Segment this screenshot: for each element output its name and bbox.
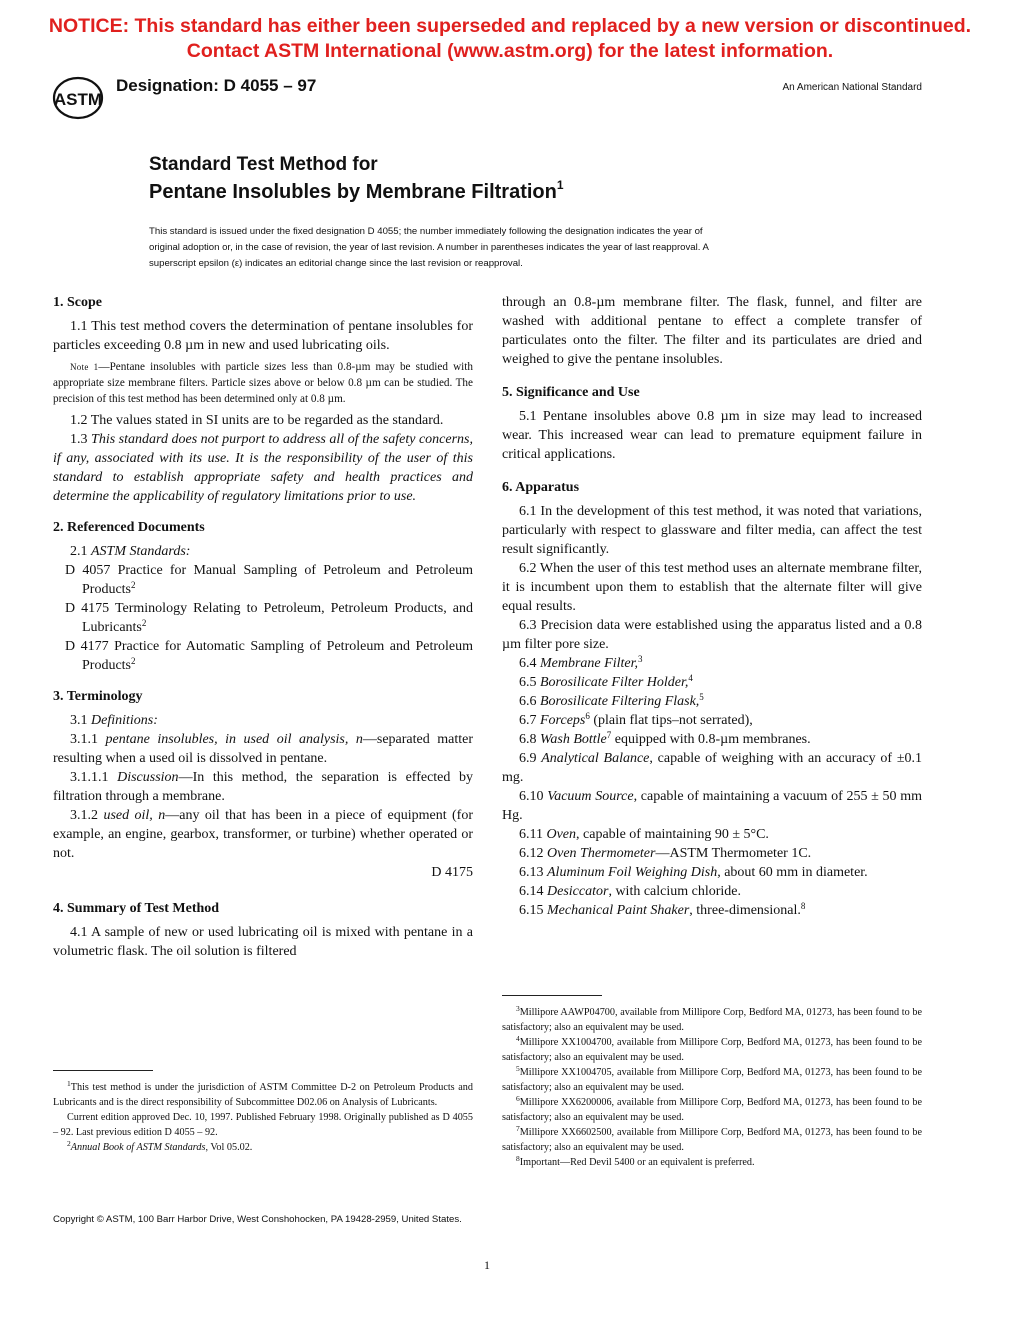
para-number: 3.1.1.1 bbox=[70, 770, 118, 785]
footnote-text: Millipore XX6200006, available from Millipore Corp, Bedford MA, 01273, has been found to be satisfactory; also an equivalent may be used. bbox=[502, 1097, 922, 1123]
item-term: Aluminum Foil Weighing Dish bbox=[547, 865, 718, 880]
item-text: , with calcium chloride. bbox=[608, 884, 742, 899]
footnote-mark: 6 bbox=[516, 1094, 520, 1103]
item-6-7 bbox=[502, 711, 922, 730]
para-number: 1.3 bbox=[70, 432, 92, 447]
ref-d4175 bbox=[53, 599, 473, 637]
para-4-1-cont: through an 0.8-µm membrane filter. The flask, funnel, and filter are washed with additional pentane to effect a complete transfer of particulates onto the filter. The filter and its particulates are dried and weighed to give the pentane insolubles. bbox=[502, 295, 922, 367]
term: Discussion bbox=[117, 770, 179, 785]
item-term: Borosilicate Filter Holder, bbox=[540, 675, 689, 690]
definition: —separated matter resulting when a used oil is dissolved in pentane. bbox=[53, 732, 473, 766]
footnote-divider-left bbox=[53, 1070, 153, 1071]
ref-text: D 4057 Practice for Manual Sampling of Petroleum and Petroleum Products bbox=[65, 563, 473, 597]
footnote-mark: 2 bbox=[131, 656, 136, 666]
section-heading-apparatus: 6. Apparatus bbox=[502, 480, 580, 495]
item-6-4 bbox=[502, 654, 922, 673]
issuance-statement bbox=[149, 224, 839, 272]
svg-text:ASTM: ASTM bbox=[53, 90, 103, 109]
para-number: 6.11 bbox=[519, 827, 547, 842]
note-1 bbox=[53, 359, 473, 407]
para-number: 6.12 bbox=[519, 846, 547, 861]
para-number: 6.9 bbox=[519, 751, 542, 766]
astm-logo-icon bbox=[52, 76, 104, 120]
item-6-12 bbox=[502, 844, 922, 863]
copyright: Copyright © ASTM, 100 Barr Harbor Drive, West Conshohocken, PA 19428-2959, United States. bbox=[53, 1214, 462, 1225]
title-text: Pentane Insolubles by Membrane Filtration bbox=[149, 181, 557, 203]
item-6-13 bbox=[502, 863, 922, 882]
para-1-3 bbox=[53, 430, 473, 506]
footnote-text: Millipore XX6602500, available from Millipore Corp, Bedford MA, 01273, has been found to be satisfactory; also an equivalent may be used. bbox=[502, 1127, 922, 1153]
item-term: Mechanical Paint Shaker bbox=[547, 903, 690, 918]
term: pentane insolubles, in used oil analysis, n bbox=[105, 732, 363, 747]
item-6-10 bbox=[502, 787, 922, 825]
section-heading-terminology: 3. Terminology bbox=[53, 689, 143, 704]
footnote-mark: 2 bbox=[67, 1139, 71, 1148]
item-term: Analytical Balance bbox=[541, 751, 650, 766]
notice-line-1: NOTICE: This standard has either been superseded and replaced by a new version or discontinued. bbox=[48, 15, 972, 37]
notice-line-2: Contact ASTM International (www.astm.org) for the latest information. bbox=[186, 40, 834, 62]
item-text: equipped with 0.8-µm membranes. bbox=[611, 732, 811, 747]
para-6-1: 6.1 In the development of this test method, it was noted that variations, particularly with respect to glassware and filter media, can affect the test result significantly. bbox=[502, 504, 922, 557]
definitions-label: Definitions: bbox=[91, 713, 158, 728]
footnote-mark: 8 bbox=[516, 1154, 520, 1163]
footnote-4 bbox=[502, 1035, 922, 1065]
term: used oil, n bbox=[103, 808, 166, 823]
item-term: Borosilicate Filtering Flask, bbox=[540, 694, 700, 709]
footnote-5 bbox=[502, 1065, 922, 1095]
para-number: 6.5 bbox=[519, 675, 540, 690]
para-number: 6.8 bbox=[519, 732, 540, 747]
para-number: 6.7 bbox=[519, 713, 540, 728]
item-term: Oven Thermometer bbox=[547, 846, 656, 861]
definition: —In this method, the separation is effected by filtration through a membrane. bbox=[53, 770, 473, 804]
footnote-text: Millipore XX1004705, available from Millipore Corp, Bedford MA, 01273, has been found to be satisfactory; also an equivalent may be used. bbox=[502, 1067, 922, 1093]
para-6-3: 6.3 Precision data were established using the apparatus listed and a 0.8 µm filter pore size. bbox=[502, 618, 922, 652]
item-term: Membrane Filter, bbox=[540, 656, 638, 671]
item-text: , capable of maintaining 90 ± 5°C. bbox=[576, 827, 769, 842]
para-number: 3.1.2 bbox=[70, 808, 104, 823]
safety-statement: This standard does not purport to address all of the safety concerns, if any, associated with its use. It is the responsibility of the user of this standard to establish appropriate safety and health practices and determine the applicability of regulatory limitations prior to use. bbox=[53, 432, 473, 504]
item-6-5 bbox=[502, 673, 922, 692]
para-5-1: 5.1 Pentane insolubles above 0.8 µm in size may lead to increased wear. This increased wear can lead to premature equipment failure in critical applications. bbox=[502, 409, 922, 462]
item-term: Oven bbox=[546, 827, 577, 842]
footnote-mark: 2 bbox=[141, 618, 147, 628]
left-column bbox=[53, 293, 473, 961]
para-6-2: 6.2 When the user of this test method uses an alternate membrane filter, it is incumbent upon them to establish that the alternate filter will give equal results. bbox=[502, 561, 922, 614]
right-column bbox=[502, 293, 922, 920]
title-line-2 bbox=[149, 178, 564, 204]
footnote-text: Millipore XX1004700, available from Millipore Corp, Bedford MA, 01273, has been found to be satisfactory; also an equivalent may be used. bbox=[502, 1037, 922, 1063]
item-6-8 bbox=[502, 730, 922, 749]
item-text: , three-dimensional. bbox=[689, 903, 801, 918]
item-6-11 bbox=[502, 825, 922, 844]
footnote-mark: 1 bbox=[67, 1079, 71, 1088]
para-number: 3.1 bbox=[70, 713, 91, 728]
footnote-mark: 3 bbox=[637, 654, 643, 664]
item-6-14 bbox=[502, 882, 922, 901]
footnote-7 bbox=[502, 1125, 922, 1155]
footnote-text: Millipore AAWP04700, available from Millipore Corp, Bedford MA, 01273, has been found to be satisfactory; also an equivalent may be used. bbox=[502, 1007, 922, 1033]
footnote-6 bbox=[502, 1095, 922, 1125]
footnote-text: Important—Red Devil 5400 or an equivalent is preferred. bbox=[519, 1157, 755, 1168]
footnote-3 bbox=[502, 1005, 922, 1035]
para-2-1 bbox=[53, 542, 473, 561]
title-line-1: Standard Test Method for bbox=[149, 154, 378, 175]
issued-line: This standard is issued under the fixed designation D 4055; the number immediately following the designation indicates the year of bbox=[149, 226, 703, 237]
note-text: —Pentane insolubles with particle sizes less than 0.8-µm may be studied with appropriate size membrane filters. Particle sizes above or below 0.8 µm can be studied. The precision of this test method has been determined only at 0.8 µm. bbox=[53, 361, 473, 405]
para-number: 6.14 bbox=[519, 884, 547, 899]
item-6-6 bbox=[502, 692, 922, 711]
para-1-2: 1.2 The values stated in SI units are to be regarded as the standard. bbox=[70, 413, 444, 428]
item-term: Forceps bbox=[540, 713, 586, 728]
ref-d4177 bbox=[53, 637, 473, 675]
footnote-mark: 8 bbox=[800, 901, 806, 911]
para-4-1: 4.1 A sample of new or used lubricating oil is mixed with pentane in a volumetric flask. The oil solution is filtered bbox=[53, 925, 473, 959]
footnotes-left bbox=[53, 1080, 473, 1155]
item-term: Wash Bottle bbox=[540, 732, 607, 747]
ref-d4057 bbox=[53, 561, 473, 599]
para-3-1-1 bbox=[53, 730, 473, 768]
footnotes-right bbox=[502, 1005, 922, 1170]
footnote-text: This test method is under the jurisdiction of ASTM Committee D-2 on Petroleum Products and Lubricants and is the direct responsibility of Subcommittee D02.06 on Analysis of Lubricants. bbox=[53, 1082, 473, 1108]
footnote-mark: 5 bbox=[699, 692, 704, 702]
issued-line: original adoption or, in the case of revision, the year of last revision. A number in parentheses indicates the year of last reapproval. A bbox=[149, 242, 709, 253]
footnote-1b: Current edition approved Dec. 10, 1997. Published February 1998. Originally published as D 4055 – 92. Last previous edition D 4055 – 92. bbox=[53, 1112, 473, 1138]
section-heading-scope: 1. Scope bbox=[53, 295, 102, 310]
item-text: —ASTM Thermometer 1C. bbox=[655, 846, 812, 861]
para-number: 6.15 bbox=[519, 903, 547, 918]
para-number: 3.1.1 bbox=[70, 732, 106, 747]
issued-line: superscript epsilon (ε) indicates an editorial change since the last revision or reapproval. bbox=[149, 258, 523, 269]
item-text: , about 60 mm in diameter. bbox=[717, 865, 868, 880]
footnote-divider-right bbox=[502, 995, 602, 996]
title-footnote-mark: 1 bbox=[556, 178, 564, 192]
footnote-1 bbox=[53, 1080, 473, 1110]
footnote-text: , Vol 05.02. bbox=[205, 1142, 253, 1153]
para-3-1 bbox=[53, 711, 473, 730]
footnote-mark: 2 bbox=[131, 580, 136, 590]
american-national-standard: An American National Standard bbox=[782, 82, 922, 93]
footnote-mark: 5 bbox=[516, 1064, 520, 1073]
footnote-mark: 7 bbox=[516, 1124, 520, 1133]
item-text: (plain flat tips–not serrated), bbox=[589, 713, 753, 728]
terminology-source: D 4175 bbox=[431, 865, 473, 880]
ref-text: D 4175 Terminology Relating to Petroleum, Petroleum Products, and Lubricants bbox=[65, 601, 473, 635]
supersede-notice bbox=[0, 14, 1020, 64]
para-number: 2.1 bbox=[70, 544, 91, 559]
item-term: Vacuum Source bbox=[547, 789, 634, 804]
footnote-8 bbox=[502, 1155, 922, 1170]
astm-standards-label: ASTM Standards: bbox=[91, 544, 191, 559]
page-number: 1 bbox=[484, 1258, 490, 1272]
para-number: 6.6 bbox=[519, 694, 540, 709]
item-text: , capable of maintaining a vacuum of 255 ± 50 mm Hg. bbox=[502, 789, 922, 823]
footnote-mark: 3 bbox=[516, 1004, 520, 1013]
footnote-2 bbox=[53, 1140, 473, 1155]
section-heading-referenced: 2. Referenced Documents bbox=[53, 520, 205, 535]
para-3-1-2 bbox=[53, 806, 473, 863]
footnote-mark: 4 bbox=[516, 1034, 520, 1043]
footnote-mark: 4 bbox=[688, 673, 693, 683]
item-6-15 bbox=[502, 901, 922, 920]
para-1-1: 1.1 This test method covers the determination of pentane insolubles for particles exceeding 0.8 µm in new and used lubricating oils. bbox=[53, 319, 473, 353]
note-label: Note 1 bbox=[70, 362, 99, 372]
item-6-9 bbox=[502, 749, 922, 787]
para-number: 6.13 bbox=[519, 865, 547, 880]
para-number: 6.10 bbox=[519, 789, 548, 804]
footnote-mark: 6 bbox=[585, 711, 590, 721]
definition: —any oil that has been in a piece of equipment (for example, an engine, gearbox, transformer, or turbine) whether operated or not. bbox=[53, 808, 473, 861]
footnote-text: Annual Book of ASTM Standards bbox=[70, 1142, 206, 1153]
footnote-mark: 7 bbox=[606, 730, 612, 740]
para-number: 6.4 bbox=[519, 656, 540, 671]
designation: Designation: D 4055 – 97 bbox=[116, 76, 317, 95]
section-heading-summary: 4. Summary of Test Method bbox=[53, 901, 220, 916]
item-text: , capable of weighing with an accuracy of ±0.1 mg. bbox=[502, 751, 922, 785]
ref-text: D 4177 Practice for Automatic Sampling of Petroleum and Petroleum Products bbox=[65, 639, 473, 673]
item-term: Desiccator bbox=[547, 884, 609, 899]
section-heading-significance: 5. Significance and Use bbox=[502, 385, 640, 400]
para-3-1-1-1 bbox=[53, 768, 473, 806]
